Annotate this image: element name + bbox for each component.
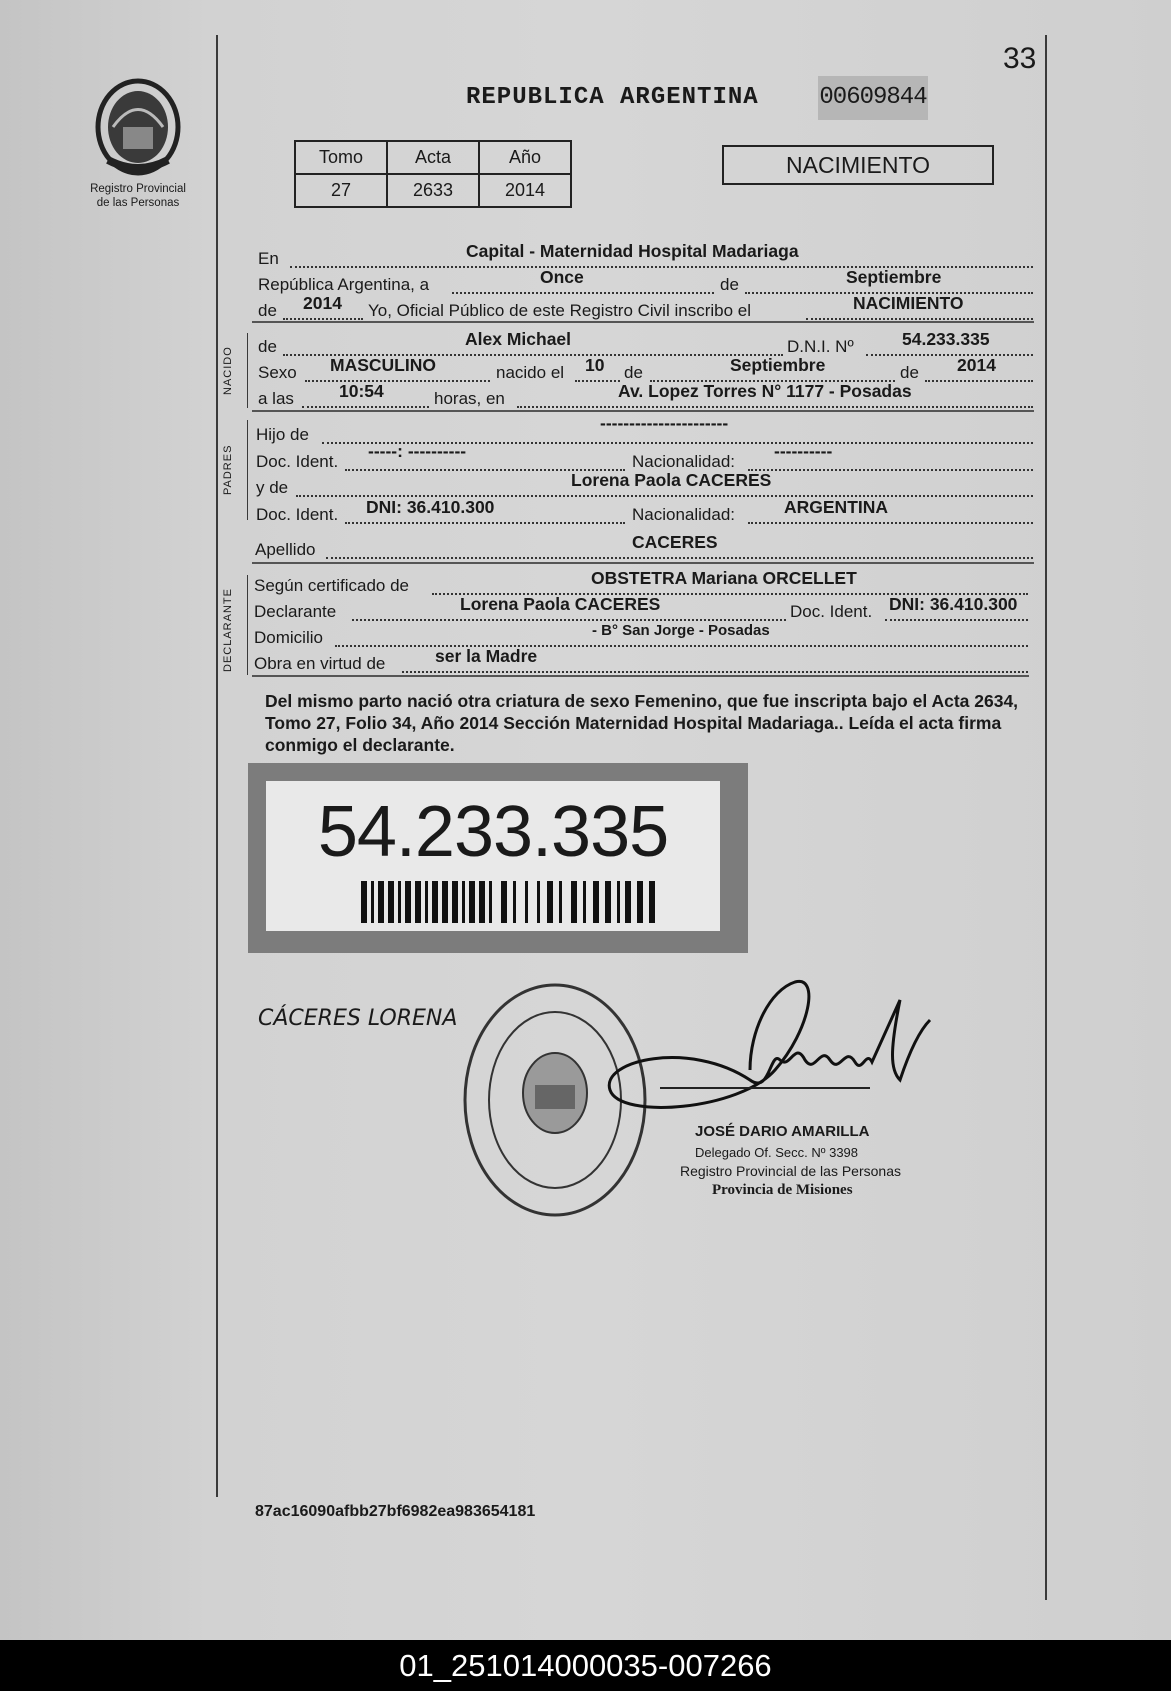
- section-label-padres: PADRES: [222, 444, 234, 495]
- section-bar-nacido: [247, 333, 248, 408]
- page-number: 33: [1003, 42, 1037, 75]
- label-doc-ident-declarante: Doc. Ident.: [790, 602, 873, 621]
- document-title: REPUBLICA ARGENTINA: [466, 84, 759, 111]
- label-y-de: y de: [256, 478, 289, 497]
- value-mes: Septiembre: [846, 267, 942, 287]
- section-label-declarante: DECLARANTE: [222, 588, 234, 672]
- barcode-icon: [361, 881, 661, 923]
- register-header-acta: Acta: [387, 141, 479, 174]
- label-de: de: [258, 337, 277, 356]
- register-table: [294, 140, 572, 208]
- value-mes-nac: Septiembre: [730, 355, 826, 375]
- additional-note: Del mismo parto nació otra criatura de sexo Femenino, que fue inscripta bajo el Acta 2634, Tomo 27, Folio 34, Año 2014 Sección Maternidad Hospital Madariaga.. Leída el acta firma conmigo el declarante.: [265, 691, 1019, 755]
- officer-name: JOSÉ DARIO AMARILLA: [695, 1123, 870, 1140]
- label-declarante: Declarante: [254, 602, 337, 621]
- value-anio-nac: 2014: [957, 355, 996, 375]
- officer-title: Delegado Of. Secc. Nº 3398: [695, 1145, 859, 1160]
- right-margin-line: [1045, 35, 1047, 1600]
- section-bar-padres: [247, 420, 248, 520]
- value-madre-nac: ARGENTINA: [784, 497, 889, 517]
- label-segun: Según certificado de: [254, 576, 409, 595]
- label-en: En: [258, 249, 279, 268]
- officer-province: Provincia de Misiones: [712, 1182, 853, 1198]
- register-header-anio: Año: [479, 141, 571, 174]
- left-margin-line: [216, 35, 218, 1497]
- value-madre-doc: DNI: 36.410.300: [366, 497, 495, 517]
- officer-office: Registro Provincial de las Personas: [680, 1163, 901, 1179]
- separator: [252, 562, 1034, 564]
- sticker-label: [266, 781, 720, 931]
- label-de: de: [900, 363, 919, 382]
- label-dni: D.N.I. Nº: [787, 337, 854, 356]
- label-de: de: [624, 363, 643, 382]
- label-nacionalidad: Nacionalidad:: [632, 452, 736, 471]
- label-obra: Obra en virtud de: [254, 654, 386, 673]
- value-padre-nac: ----------: [774, 441, 833, 461]
- value-certificado: OBSTETRA Mariana ORCELLET: [591, 568, 857, 588]
- value-apellido: CACERES: [632, 532, 718, 552]
- value-anio: 2014: [303, 293, 342, 313]
- sticker-number: 54.233.335: [317, 792, 669, 872]
- label-hijo-de: Hijo de: [256, 425, 309, 444]
- separator: [252, 321, 1034, 323]
- value-padre-doc: -----: ----------: [368, 441, 467, 461]
- value-hora: 10:54: [339, 381, 384, 401]
- value-sexo: MASCULINO: [330, 355, 436, 375]
- label-republica: República Argentina, a: [258, 275, 430, 294]
- value-dni: 54.233.335: [902, 329, 990, 349]
- logo-caption-line-1: Registro Provincial: [90, 183, 186, 195]
- value-dia-nac: 10: [585, 355, 605, 375]
- label-sexo: Sexo: [258, 363, 297, 382]
- separator: [252, 675, 1029, 677]
- label-de: de: [258, 301, 277, 320]
- section-bar-declarante: [247, 575, 248, 675]
- scan-footer: 01_251014000035-007266: [0, 1640, 1171, 1691]
- value-obra: ser la Madre: [435, 646, 538, 666]
- logo-caption-line-2: de las Personas: [96, 197, 180, 209]
- label-apellido: Apellido: [255, 540, 316, 559]
- label-horas-en: horas, en: [434, 389, 505, 408]
- value-lugar-nac: Av. Lopez Torres N° 1177 - Posadas: [618, 381, 912, 401]
- register-header-tomo: Tomo: [295, 141, 387, 174]
- register-value-tomo: 27: [295, 174, 387, 207]
- value-declarante-doc: DNI: 36.410.300: [889, 594, 1018, 614]
- label-a-las: a las: [258, 389, 294, 408]
- id-sticker: [248, 763, 748, 953]
- value-domicilio: - B° San Jorge - Posadas: [592, 622, 770, 639]
- handwritten-name: CÁCERES LORENA: [258, 1006, 458, 1031]
- label-de: de: [720, 275, 739, 294]
- separator: [252, 410, 1034, 412]
- label-domicilio: Domicilio: [254, 628, 323, 647]
- label-nacido-el: nacido el: [496, 363, 565, 382]
- value-madre: Lorena Paola CACERES: [571, 470, 772, 490]
- register-value-anio: 2014: [479, 174, 571, 207]
- logo-caption: [70, 182, 206, 210]
- label-doc-ident: Doc. Ident.: [256, 505, 339, 524]
- province-logo-icon: [88, 72, 188, 182]
- value-acto: NACIMIENTO: [853, 293, 964, 313]
- value-padre: ----------------------: [600, 413, 729, 433]
- value-lugar: Capital - Maternidad Hospital Madariaga: [466, 241, 799, 261]
- value-dia-letras: Once: [540, 267, 584, 287]
- value-nombre: Alex Michael: [465, 329, 572, 349]
- value-declarante: Lorena Paola CACERES: [460, 594, 661, 614]
- label-doc-ident: Doc. Ident.: [256, 452, 339, 471]
- section-label-nacido: NACIDO: [222, 346, 234, 395]
- label-nacionalidad: Nacionalidad:: [632, 505, 736, 524]
- register-value-acta: 2633: [387, 174, 479, 207]
- label-yo-oficial: Yo, Oficial Público de este Registro Civil inscribo el: [368, 301, 751, 320]
- serial-number: 00609844: [818, 76, 928, 120]
- document-type-box: NACIMIENTO: [722, 145, 994, 185]
- document-hash: 87ac16090afbb27bf6982ea983654181: [255, 1503, 536, 1520]
